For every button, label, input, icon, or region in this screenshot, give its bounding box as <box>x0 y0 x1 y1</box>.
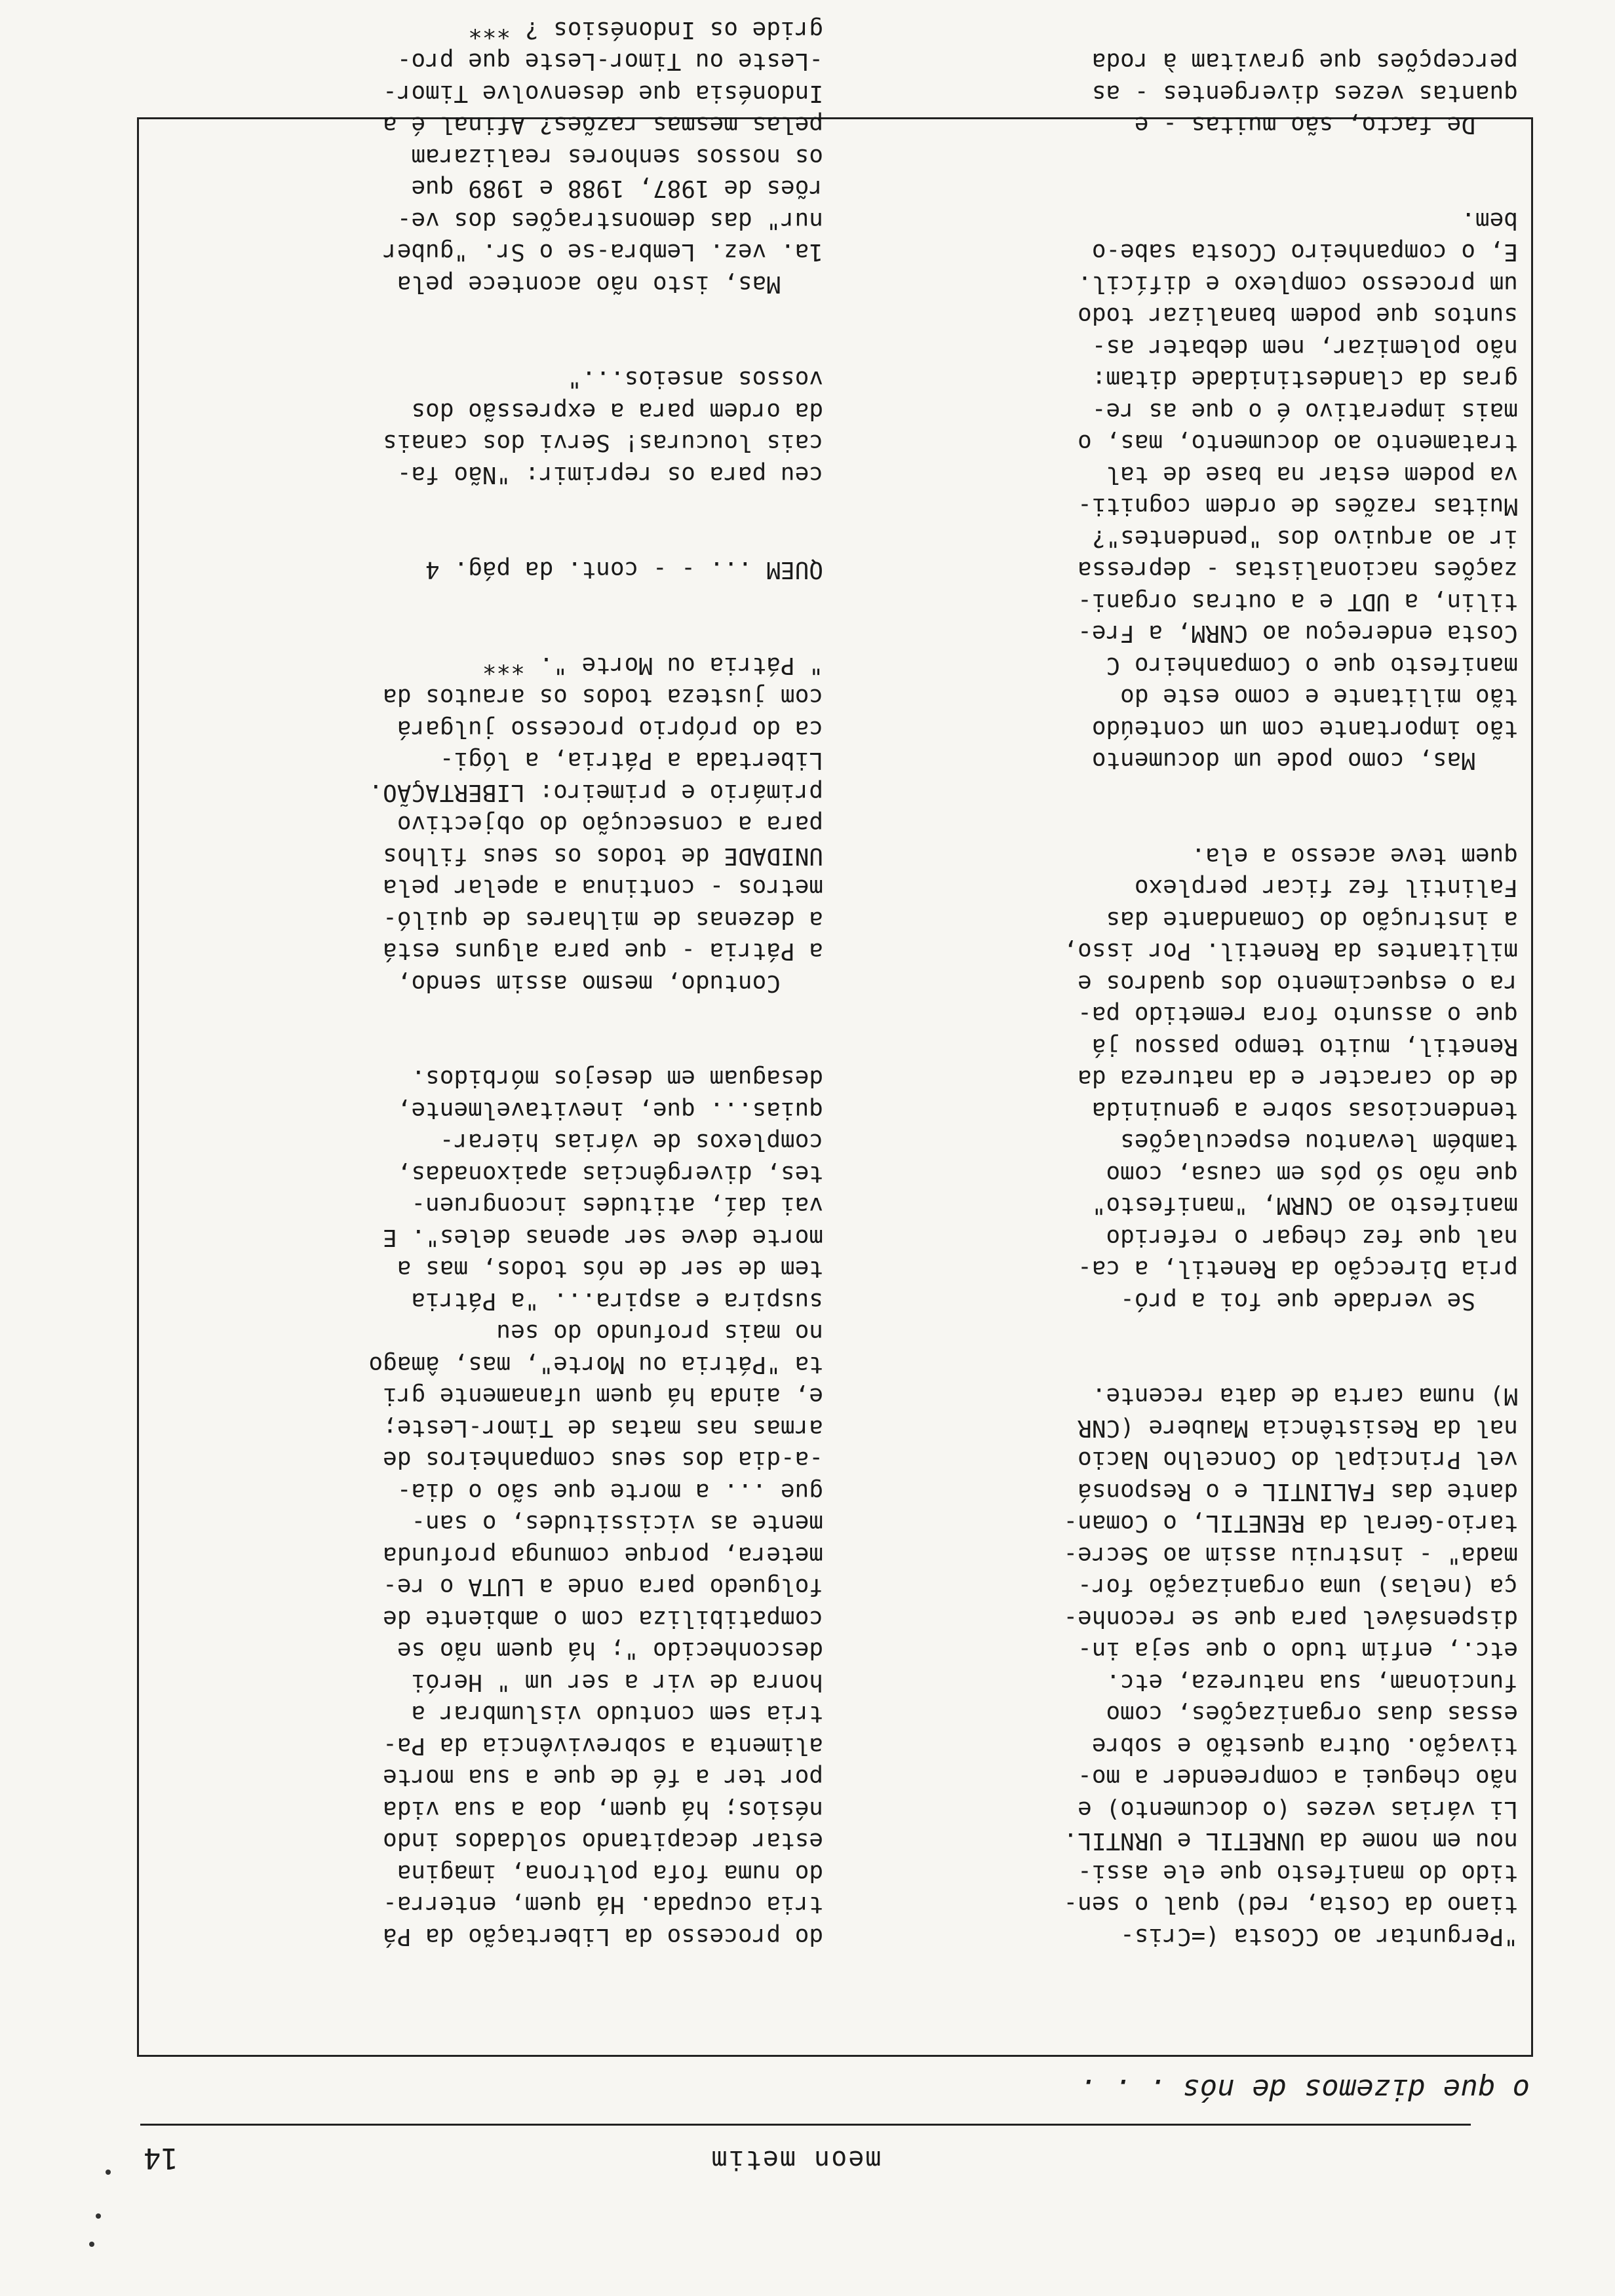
paragraph: do processo da Libertação da Pá tria ocupada. Há quem, enterra- do numa fofa poltrona, imagina estar decapitando soldados indo nésios; há quem, doa a sua vida por ter a fé de que a sua morte alimenta a sobrevivência da Pa- tria sem contudo vislumbrar a honra de vir a ser um " Herói desconhecido "; há quem não se compatibiliza com o ambiente de folguedo para onde a LUTA o re- metera, porque comunga profunda mente as vicissitudes, o san- gue ... a morte que são o dia- -a-dia dos seus companheiros de armas nas matas de Timor-Leste; e, ainda há quem ufanamente gri ta "Pátria ou Morte", mas, âmago no mais profundo do seu suspira e aspira... "a Pátria tem de ser de nós todos, mas a morte deve ser apenas deles". E vai daí, atitudes incongruen- tes, divergências apaixonadas, complexos de várias hierar- quias... que, inevitavelmente, desaguam em desejos mórbidos. <box>368 1065 823 1950</box>
paragraph: Contudo, mesmo assim sendo, a Pátria - que para alguns está a dezenas de milhares de quiló- metros - continua a apelar pela UNIDADE de todos os seus filhos para a consecução do objectivo primário e primeiro: LIBERTAÇÃO. Libertada a Pátria, a lógi- ca do próprio processo julgará com justeza todos os arautos da " Pátria ou Morte ". *** <box>368 652 823 997</box>
right-column <box>174 0 823 2016</box>
left-column <box>869 0 1518 2016</box>
publication-name: meon metim <box>710 2145 882 2175</box>
header-rule <box>140 2124 1471 2126</box>
scan-speck <box>89 2242 94 2247</box>
paragraph: Mas, como pode um documento tão importante com um conteúdo tão militante e como este do manifesto que o Companheiro C Costa endereçou ao CNRM, a Fre- tilin, a UDT e a outras organi- zações nacionalistas - depressa ir ao arquivo dos "pendentes"? Muitas razões de ordem cogniti- va podem estar na base de tal tratamento ao documento, mas, o mais imperativo é o que as re- gras da clandestinidade ditam: não polemizar, nem debater as- suntos que podem banalizar todo um processo complexo e difícil. E, o companheiro CCosta sabe-o bem. <box>1078 207 1518 775</box>
paragraph: De facto, são muitas - e quantas vezes divergentes - as percepções que gravitam à roda <box>1091 48 1518 139</box>
paragraph: "Perguntar ao CCosta (=Cris- tiano da Costa, red) qual o sen- tido do manifesto que ele assi- nou em nome da UNRETIL e URNTIL. Li várias vezes (o documento) e não cheguei a compreender a mo- tivação. Outra questão e sobre essas duas organizações, como funcionam, sua natureza, etc. etc., enfim tudo o que seja in- dispensável para que se reconhe- ça (nelas) uma organização for- mada" - instruiu assim ao Secre- tario-Geral da RENETIL, o Coman- dante das FALINTIL e o Responsá vel Principal do Concelho Nacio nal da Resistência Maubere (CNR M) numa carta de data recente. <box>1063 1383 1518 1950</box>
paragraph: Mas, isto não acontece pela 1a. vez. Lembra-se o Sr. "guber nur" das demonstrações dos ve- rões de 1987, 1988 e 1989 que os nossos senhores realizaram pelas mesmas razões? Afinal é a Indonésia que desenvolve Timor- -Leste ou Timor-Leste que pro- gride os Indonésios ? *** <box>383 16 823 297</box>
article-frame <box>137 16 1533 2057</box>
page-number: 14 <box>144 2141 178 2175</box>
scan-speck <box>96 2213 101 2219</box>
section-title: o que dizemos de nós . . . <box>1078 2073 1530 2106</box>
paragraph: Se verdade que foi a pró- pria Direcção da Renetil, a ca- nal que fez chegar o referido manifesto ao CNRM, "manifesto" que não só pós em causa, como também levantou especulações tendenciosas sobre a genuinida de do caracter e da natureza da Renetil, muito tempo passou já que o assunto fora remetido pa- ra o esquecimento dos quadros e militantes da Renetil. Por isso, a instrução do Comandante das Falintil fez ficar perplexo quem teve acesso a ela. <box>1063 843 1518 1314</box>
paragraph: ceu para os reprimir: "Não fa- cais loucuras! Servi dos canais da ordem para a expressão dos vossos anseios..." <box>383 366 823 488</box>
continuation-heading: QUEM ... - - cont. da pág. 4 <box>425 556 823 584</box>
scan-speck <box>106 2170 111 2175</box>
